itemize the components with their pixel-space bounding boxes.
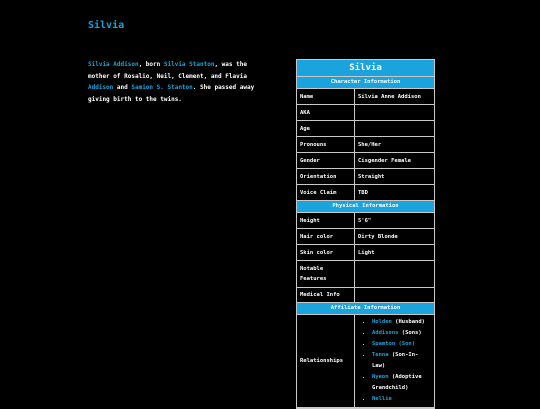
relationship-role: (Son-In-Law) xyxy=(372,352,419,369)
link-nellie[interactable]: Nellie xyxy=(372,396,392,402)
row-value xyxy=(355,121,434,136)
infobox-row-height xyxy=(297,213,434,229)
list-item xyxy=(372,350,431,372)
row-key: Age xyxy=(297,121,355,136)
row-key: Gender xyxy=(297,153,355,168)
infobox-row-relationships xyxy=(297,315,434,408)
page-title: Silvia xyxy=(88,20,125,31)
intro-text: , born xyxy=(138,61,164,68)
link-holden[interactable]: Holden xyxy=(372,319,392,325)
intro-paragraph xyxy=(88,59,268,105)
row-value: She/Her xyxy=(358,141,382,148)
infobox-row-gender xyxy=(297,153,434,169)
intro-text: , was the mother of Rosalio, Neil, Clement, and Flavia xyxy=(88,61,247,80)
relationship-role: (Husband) xyxy=(391,319,425,325)
infobox-row-orientation xyxy=(297,169,434,185)
infobox-row-voice-claim xyxy=(297,185,434,201)
row-key: AKA xyxy=(297,105,355,120)
relationships-list xyxy=(358,315,431,407)
row-value: Dirty Blonde xyxy=(358,233,398,240)
row-key: Height xyxy=(297,213,355,228)
row-value xyxy=(355,315,434,407)
row-key: Medical Info xyxy=(297,288,355,302)
row-key: Skin color xyxy=(297,245,355,260)
infobox-title: Silvia xyxy=(297,60,434,77)
infobox-row-skin-color xyxy=(297,245,434,261)
infobox-row-medical-info xyxy=(297,288,434,303)
row-value xyxy=(355,288,434,302)
section-header-affiliate: Affiliate Information xyxy=(297,303,434,315)
row-value: Straight xyxy=(358,173,385,180)
relationship-role: (Sons) xyxy=(398,330,422,336)
character-infobox xyxy=(296,59,435,409)
list-item xyxy=(372,328,431,339)
infobox-row-name xyxy=(297,89,434,105)
link-addisons[interactable]: Addisons xyxy=(372,330,399,336)
section-header-physical: Physical Information xyxy=(297,201,434,213)
row-key: Notable Features xyxy=(297,261,355,287)
list-item xyxy=(372,317,431,328)
row-value xyxy=(355,261,434,287)
relationship-role: (Adoptive Grandchild) xyxy=(372,374,422,391)
section-header-character: Character Information xyxy=(297,77,434,89)
row-key: Hair color xyxy=(297,229,355,244)
link-tenna[interactable]: Tenna xyxy=(372,352,389,358)
link-silvia-stanton[interactable]: Silvia Stanton xyxy=(163,61,215,68)
row-key: Voice Claim xyxy=(297,185,355,200)
row-key: Orientation xyxy=(297,169,355,184)
infobox-row-hair-color xyxy=(297,229,434,245)
list-item xyxy=(372,394,431,405)
infobox-row-notable-features xyxy=(297,261,434,288)
intro-text: . She passed away giving birth to the twins. xyxy=(88,84,255,103)
row-value: 5'6" xyxy=(358,217,372,224)
infobox-row-age xyxy=(297,121,434,137)
link-spamton[interactable]: Spamton (Son) xyxy=(372,341,416,347)
row-value xyxy=(355,105,434,120)
link-nyeon[interactable]: Nyeon xyxy=(372,374,389,380)
link-addison[interactable]: Addison xyxy=(88,84,114,91)
list-item xyxy=(372,372,431,394)
row-value: TBD xyxy=(358,189,368,196)
infobox-row-pronouns xyxy=(297,137,434,153)
link-samion-stanton[interactable]: Samion S. Stanton xyxy=(131,84,193,91)
row-value: Silvia Anne Addison xyxy=(358,93,421,100)
infobox-row-aka xyxy=(297,105,434,121)
row-key: Relationships xyxy=(297,315,355,407)
link-silvia-addison[interactable]: Silvia Addison xyxy=(88,61,139,68)
row-value: Cisgender Female xyxy=(358,157,411,164)
list-item xyxy=(372,339,431,350)
intro-text: and xyxy=(113,84,132,91)
row-value: Light xyxy=(358,249,375,256)
row-key: Pronouns xyxy=(297,137,355,152)
row-key: Name xyxy=(297,89,355,104)
